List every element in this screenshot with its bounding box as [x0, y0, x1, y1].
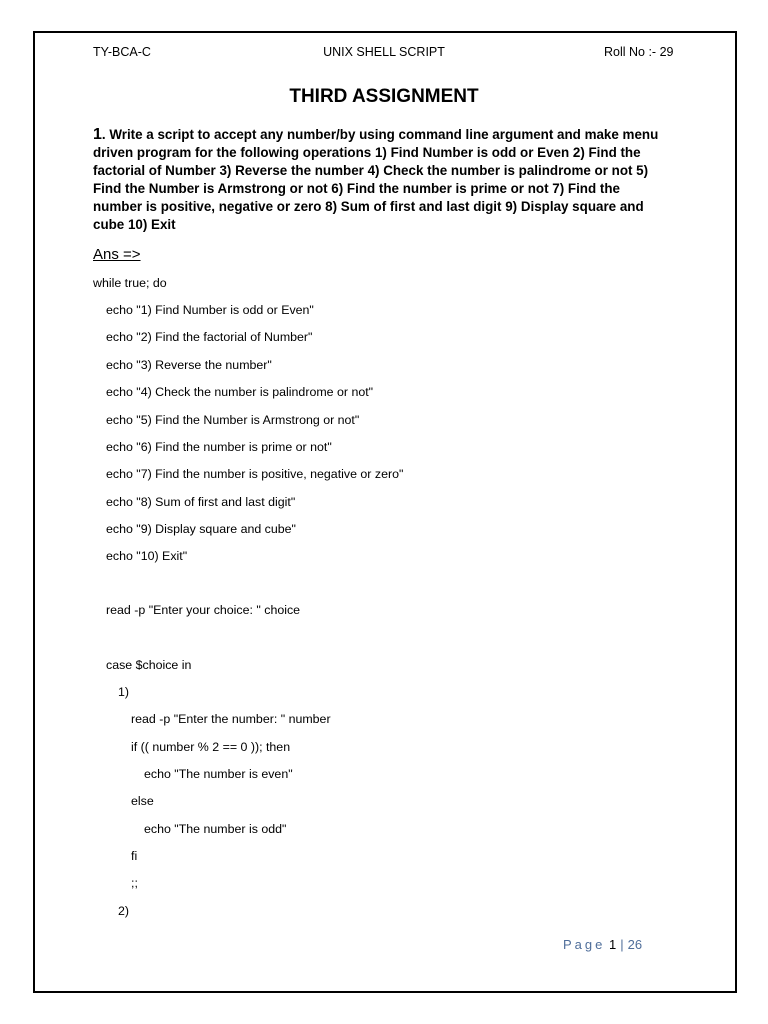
code-line: else	[131, 794, 154, 808]
code-line: 2)	[118, 904, 130, 918]
code-line: echo "10) Exit"	[106, 549, 188, 563]
header-subject: UNIX SHELL SCRIPT	[323, 45, 445, 59]
answer-label: Ans =>	[93, 246, 141, 263]
header-roll-no: Roll No :- 29	[604, 45, 674, 59]
page-label: Page	[563, 937, 606, 952]
document-title: THIRD ASSIGNMENT	[289, 86, 479, 107]
code-line: echo "2) Find the factorial of Number"	[106, 330, 313, 344]
code-line: while true; do	[93, 276, 167, 290]
code-line: if (( number % 2 == 0 )); then	[131, 740, 291, 754]
code-line: case $choice in	[106, 658, 192, 672]
page-footer	[563, 937, 642, 952]
code-line: ;;	[131, 876, 138, 890]
page-separator: |	[620, 937, 624, 952]
question-block	[93, 126, 668, 233]
code-line: read -p "Enter your choice: " choice	[106, 603, 301, 617]
code-line: fi	[131, 849, 138, 863]
page-number: 1	[609, 937, 617, 952]
code-line: echo "7) Find the number is positive, negative or zero"	[106, 467, 404, 481]
code-line: echo "The number is even"	[144, 767, 293, 781]
question-text: . Write a script to accept any number/by using command line argument and make menu driven program for the following operations 1) Find Number is odd or Even 2) Find the factorial of Number 3) Reverse the number 4) Check the number is palindrome or not 5) Find the Number is Armstrong or not 6) Find the number is prime or not 7) Find the number is positive, negative or zero 8) Sum of first and last digit 9) Display square and cube 10) Exit	[93, 127, 659, 232]
code-line: echo "1) Find Number is odd or Even"	[106, 303, 314, 317]
code-line: echo "5) Find the Number is Armstrong or not"	[106, 413, 360, 427]
question-number: 1	[93, 126, 102, 143]
code-line: read -p "Enter the number: " number	[131, 712, 331, 726]
code-line: echo "8) Sum of first and last digit"	[106, 495, 296, 509]
code-line: echo "3) Reverse the number"	[106, 358, 272, 372]
total-pages: 26	[627, 937, 643, 952]
code-line: 1)	[118, 685, 130, 699]
code-line: echo "The number is odd"	[144, 822, 287, 836]
code-line: echo "9) Display square and cube"	[106, 522, 296, 536]
header-class: TY-BCA-C	[93, 45, 151, 59]
code-line: echo "4) Check the number is palindrome or not"	[106, 385, 374, 399]
code-line: echo "6) Find the number is prime or not"	[106, 440, 332, 454]
